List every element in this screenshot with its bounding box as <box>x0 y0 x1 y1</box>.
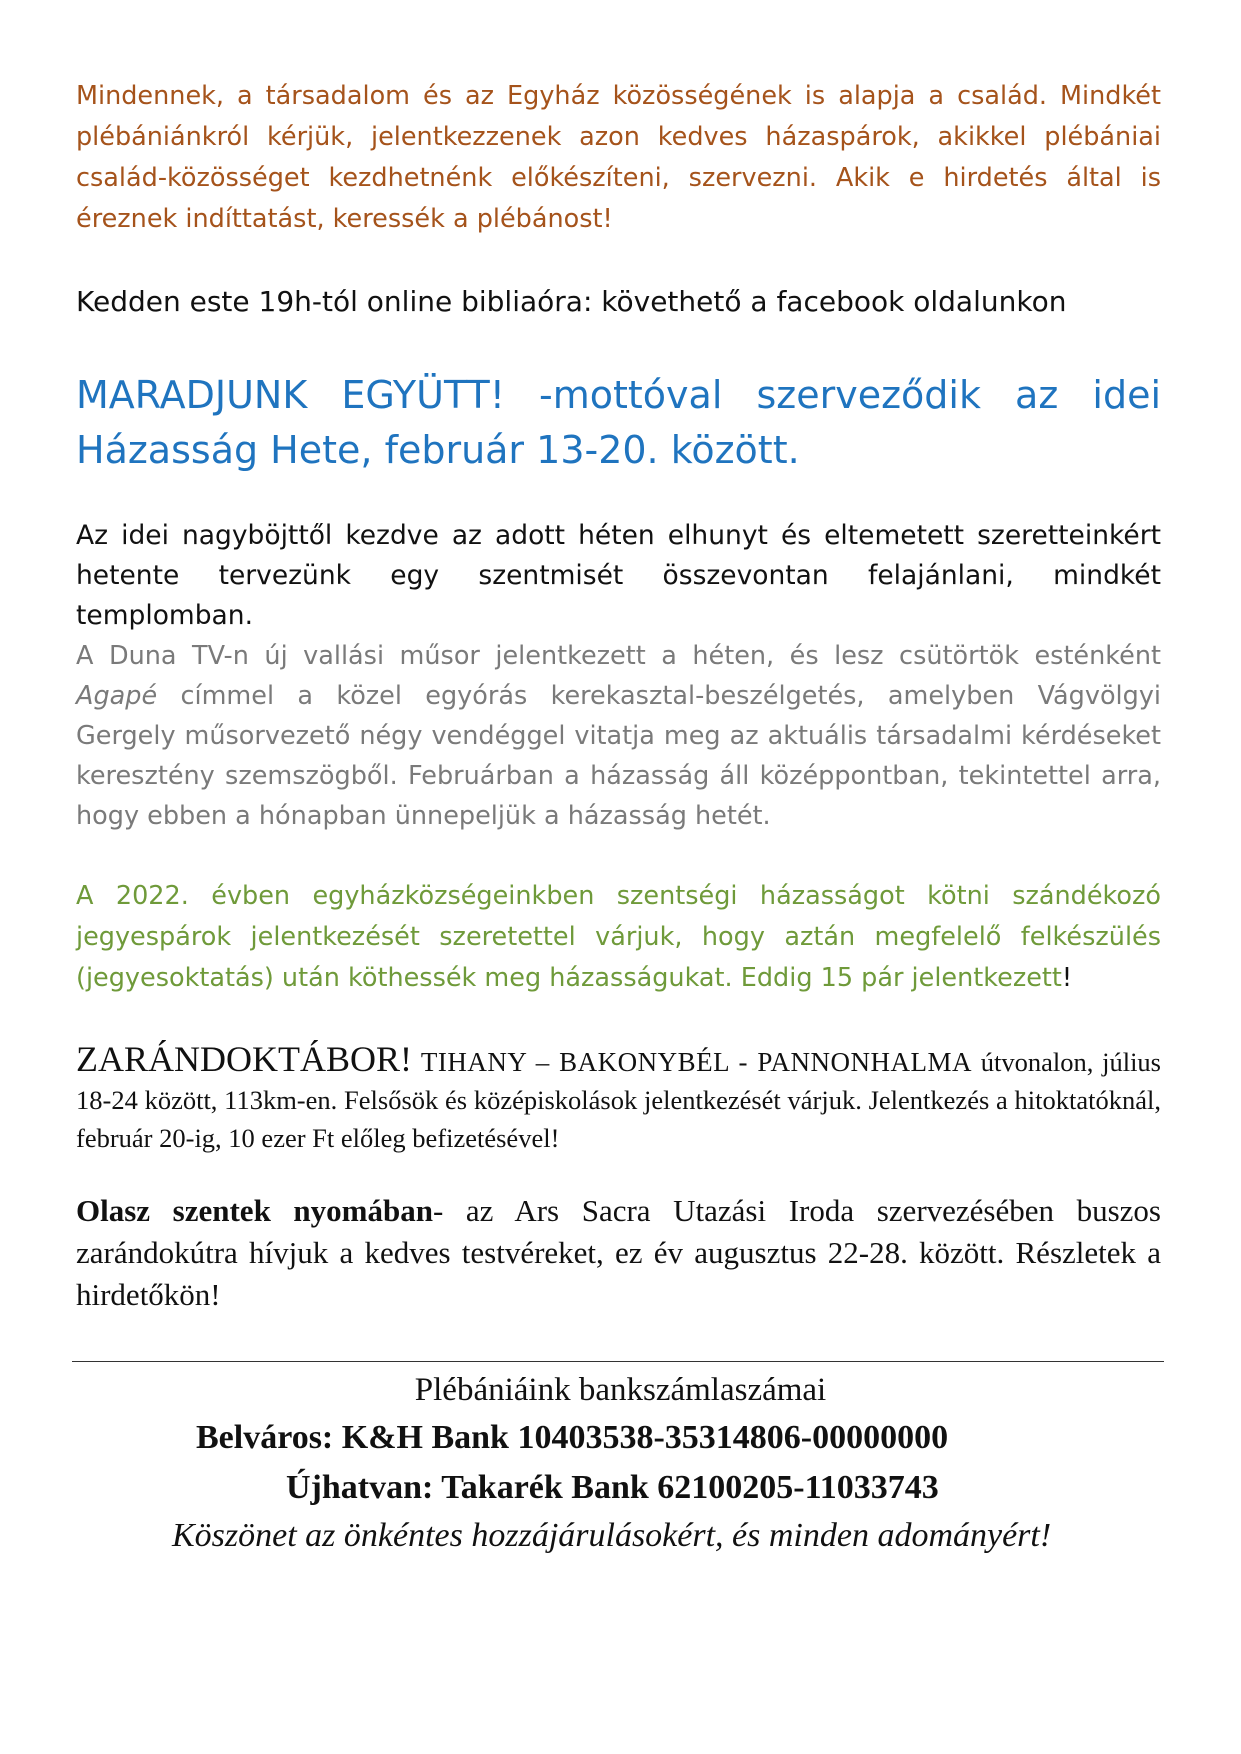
marriage-week-heading: MARADJUNK EGYÜTT! -mottóval szerveződik az idei Házasság Hete, február 13-20. között. <box>76 373 1161 472</box>
bank-accounts-title: Plébániáink bankszámlaszámai <box>414 1372 827 1408</box>
family-community-paragraph: Mindennek, a társadalom és az Egyház közösségének is alapja a család. Mindkét plébániánkról kérjük, jelentkezzenek azon kedves házaspárok, akikkel plébániai család-közösséget kezdhetnénk előkészíteni, szervezni. Akik e hirdetés által is éreznek indíttatást, keressék a plébánost! <box>76 81 1161 234</box>
pilgrimage-camp-body: útvonalon, július 18-24 között, 113km-en. Felsősök és középiskolások jelentkezését várjuk. Jelentkezés a hitoktatóknál, február 20-ig, 10 ezer Ft előleg befizetésével! <box>76 1047 1161 1153</box>
engaged-couples-text: A 2022. évben egyházközségeinkben szentségi házasságot kötni szándékozó jegyespárok jelentkezését szeretettel várjuk, hogy aztán megfelelő felkészülés (jegyesoktatás) után köthessék meg házasságukat. Eddig 15 pár jelentkezett <box>76 881 1161 993</box>
italian-saints-title: Olasz szentek nyomában <box>76 1193 433 1228</box>
duna-tv-text-after: címmel a közel egyórás kerekasztal-beszélgetés, amelyben Vágvölgyi Gergely műsorvezető négy vendéggel vitatja meg az aktuális társadalmi kérdéseket keresztény szemszögből. Februárban a házasság áll középpontban, tekintettel arra, hogy ebben a hónapban ünnepeljük a házasság hetét. <box>76 681 1161 831</box>
duna-tv-text-before: A Duna TV-n új vallási műsor jelentkezett a héten, és lesz csütörtök esténként <box>76 641 1161 671</box>
divider-line <box>72 1361 1164 1362</box>
lent-mass-paragraph: Az idei nagyböjttől kezdve az adott héten elhunyt és eltemetett szeretteinkért hetente tervezünk egy szentmisét összevontan felajánlani, mindkét templomban. <box>76 520 1161 631</box>
pilgrimage-camp-route: TIHANY – BAKONYBÉL - PANNONHALMA <box>412 1047 972 1077</box>
pilgrimage-camp-title: ZARÁNDOKTÁBOR! <box>76 1039 412 1079</box>
engaged-couples-paragraph <box>76 876 1161 999</box>
bank-account-ujhatvan: Újhatvan: Takarék Bank 62100205-11033743 <box>286 1469 939 1506</box>
pilgrimage-camp-paragraph <box>76 1040 1161 1157</box>
thanks-note: Köszönet az önkéntes hozzájárulásokért, és minden adományért! <box>172 1517 1052 1554</box>
italian-saints-paragraph <box>76 1190 1161 1316</box>
engaged-couples-exclamation: ! <box>1061 963 1073 993</box>
agape-show-title: Agapé <box>76 681 158 711</box>
bank-account-belvaros: Belváros: K&H Bank 10403538-35314806-00000000 <box>196 1419 949 1456</box>
bible-hour-paragraph: Kedden este 19h-tól online bibliaóra: követhető a facebook oldalunkon <box>76 285 1067 318</box>
italian-saints-body: - az Ars Sacra Utazási Iroda szervezésében buszos zarándokútra hívjuk a kedves testvéreket, ez év augusztus 22-28. között. Részletek a hirdetőkön! <box>76 1193 1161 1312</box>
duna-tv-paragraph <box>76 636 1161 836</box>
